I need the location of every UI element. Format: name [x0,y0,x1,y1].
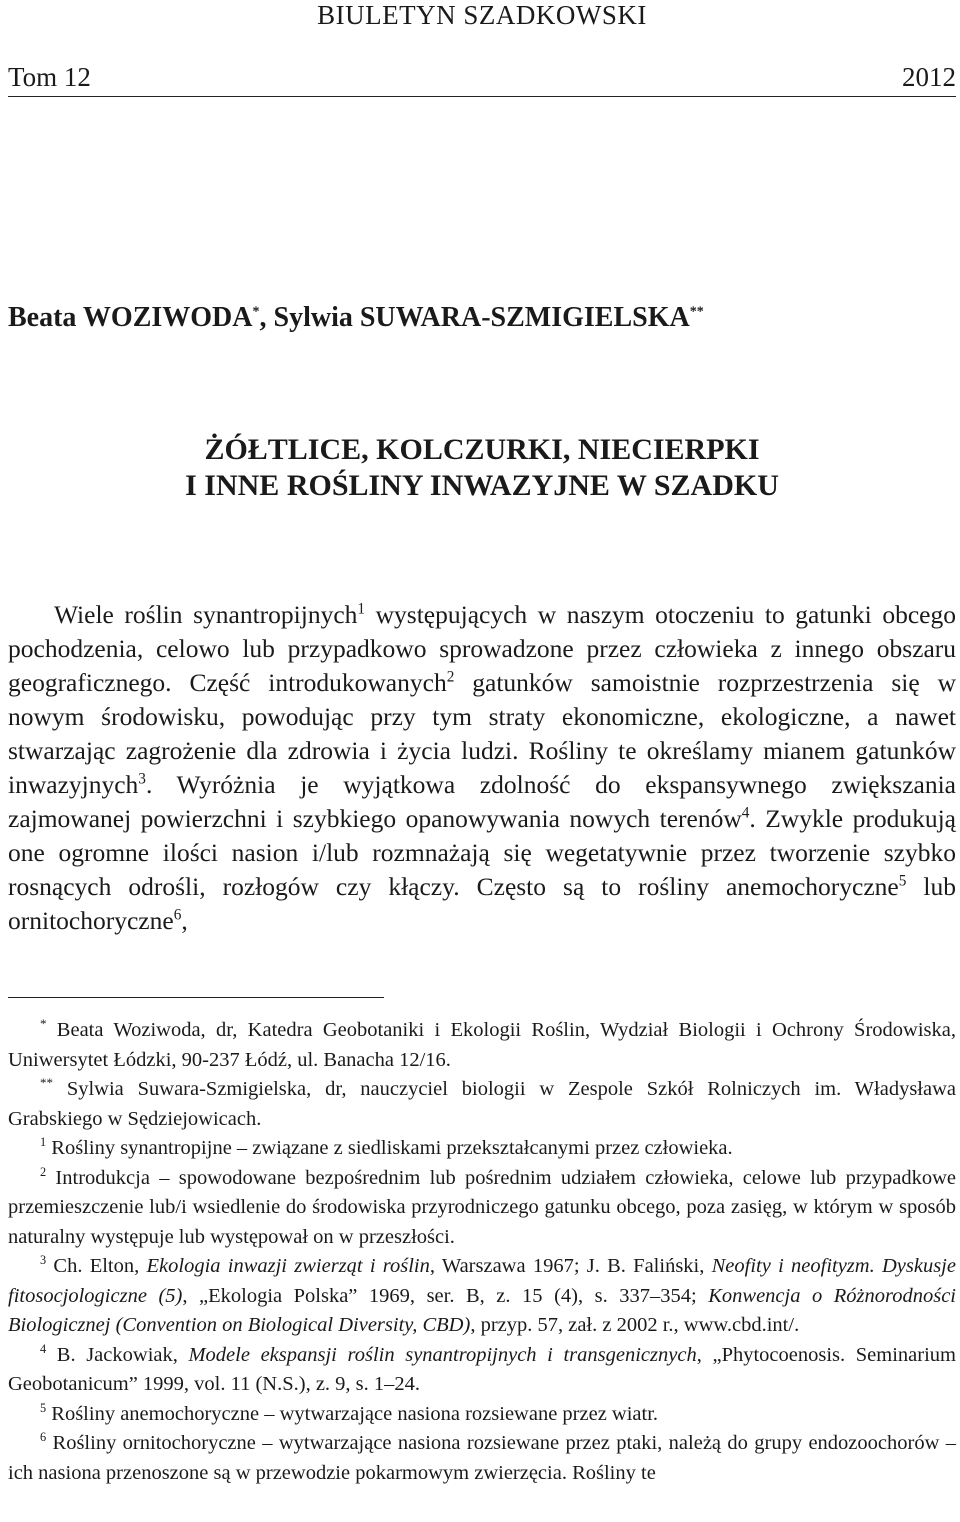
year-label: 2012 [902,62,956,92]
footnote-5 [8,1400,956,1430]
footnote-6 [8,1429,956,1488]
body-text-run: . Wyróżnia je wyjątkowa zdolność do ekspansywnego zwiększania zajmowanej powierzchni i szybkiego opanowywania nowych terenów [8,770,956,833]
footnote-ref-5: 5 [898,872,907,890]
title-line-1: ŻÓŁTLICE, KOLCZURKI, NIECIERPKI [204,433,760,466]
footnote-mark: 4 [40,1341,47,1356]
author-2-footnote-mark: ** [689,304,704,320]
footnote-text: Beata Woziwoda, dr, Katedra Geobotaniki i Ekologii Roślin, Wydział Biologii i Ochrony Środowiska, Uniwersytet Łódzki, 90-237 Łódź, ul. Banacha 12/16. [8,1019,956,1071]
footnote-italic-title: Modele ekspansji roślin synantropijnych i transgenicznych [188,1343,697,1366]
footnote-text: , „Phytocoenosis. Seminarium Geobotanicum” 1999, vol. 11 (N.S.), z. 9, s. 1–24. [8,1343,956,1395]
footnote-3 [8,1252,956,1341]
body-paragraph [8,598,956,938]
footnote-divider [8,997,384,998]
footnote-ref-1: 1 [357,600,366,618]
footnote-2 [8,1164,956,1253]
footnote-ref-2: 2 [446,668,455,686]
footnote-ref-3: 3 [138,770,146,788]
footnote-mark: ** [40,1075,53,1091]
author-1-footnote-mark: * [252,304,260,320]
footnote-text: Ch. Elton, [46,1255,147,1277]
author-name-2: Sylwia SUWARA-SZMIGIELSKA [273,302,690,333]
body-text-run: Wiele roślin synantropijnych [54,600,358,629]
footnote-text: , Warszawa 1967; J. B. Faliński, [429,1255,712,1277]
body-text-run: występujących w naszym otoczeniu to gatunki obcego pochodzenia, celowo lub przypadkowo sprowadzone przez człowieka z innego obszaru geograficznego. Część introdukowanych [8,600,956,697]
footnote-mark: 2 [40,1164,47,1179]
footnote-1 [8,1134,956,1164]
footnote-author-1 [8,1016,956,1075]
title-line-2: I INNE ROŚLINY INWAZYJNE W SZADKU [185,469,779,502]
body-text-run: lub ornitochoryczne [8,872,956,935]
document-page [8,0,956,1522]
volume-row [8,62,956,97]
body-text-run: , [181,906,188,935]
footnote-italic-title: Neofity i neofityzm. Dyskusje fitosocjologiczne (5) [8,1255,956,1307]
footnote-ref-6: 6 [173,906,182,924]
body-text-run: . Zwykle produkują one ogromne ilości nasion i/lub rozmnażają się wegetatywnie przez tworzenie szybko rosnących odrośli, rozłogów czy kłączy. Często są to rośliny anemochoryczne [8,804,956,901]
footnote-text: , przyp. 57, zał. z 2002 r., www.cbd.int/. [470,1314,800,1336]
footnote-ref-4: 4 [741,804,750,822]
footnote-italic-title: Konwencja o Różnorodności Biologicznej (Convention on Biological Diversity, CBD) [8,1284,956,1336]
author-separator: , [259,302,274,333]
footnote-mark: 3 [40,1253,47,1268]
footnote-text: Rośliny anemochoryczne – wytwarzające nasiona rozsiewane przez wiatr. [46,1402,659,1425]
footnote-italic-title: Ekologia inwazji zwierząt i roślin [146,1255,430,1277]
authors-line [8,302,704,334]
footnote-mark: 1 [40,1135,47,1150]
journal-title: BIULETYN SZADKOWSKI [317,0,647,30]
footnotes-section [8,1016,956,1488]
footnote-text: , „Ekologia Polska” 1969, ser. B, z. 15 (4), s. 337–354; [182,1284,709,1307]
footnote-author-2 [8,1075,956,1134]
footnote-mark: 5 [40,1400,47,1415]
author-name-1: Beata WOZIWODA [8,302,253,333]
footnote-mark: 6 [40,1430,47,1445]
volume-label: Tom 12 [8,62,91,92]
footnote-text: Rośliny synantropijne – związane z siedliskami przekształcanymi przez człowieka. [46,1137,733,1159]
footnote-mark: * [40,1016,47,1032]
footnote-text: Rośliny ornitochoryczne – wytwarzające nasiona rozsiewane przez ptaki, należą do grupy endozoochorów – ich nasiona przenoszone są w przewodzie pokarmowym zwierzęcia. Rośliny te [8,1432,956,1484]
footnote-text: B. Jackowiak, [46,1343,189,1366]
body-text-run: gatunków samoistnie rozprzestrzenia się w nowym środowisku, powodując przy tym straty ekonomiczne, ekologiczne, a nawet stwarzając zagrożenie dla zdrowia i życia ludzi. Rośliny te określamy mianem gatunków inwazyjnych [8,668,956,799]
footnote-text: Introdukcja – spowodowane bezpośrednim lub pośrednim udziałem człowieka, celowe lub przypadkowe przemieszczenie lub/i wsiedlenie do środowiska przyrodniczego gatunku obcego, poza zasięg, w którym w sposób naturalny występuje lub występował on w przeszłości. [8,1166,956,1248]
footnote-4 [8,1341,956,1400]
footnote-text: Sylwia Suwara-Szmigielska, dr, nauczyciel biologii w Zespole Szkół Rolniczych im. Władysława Grabskiego w Sędziejowicach. [8,1078,956,1130]
article-title [8,432,956,504]
